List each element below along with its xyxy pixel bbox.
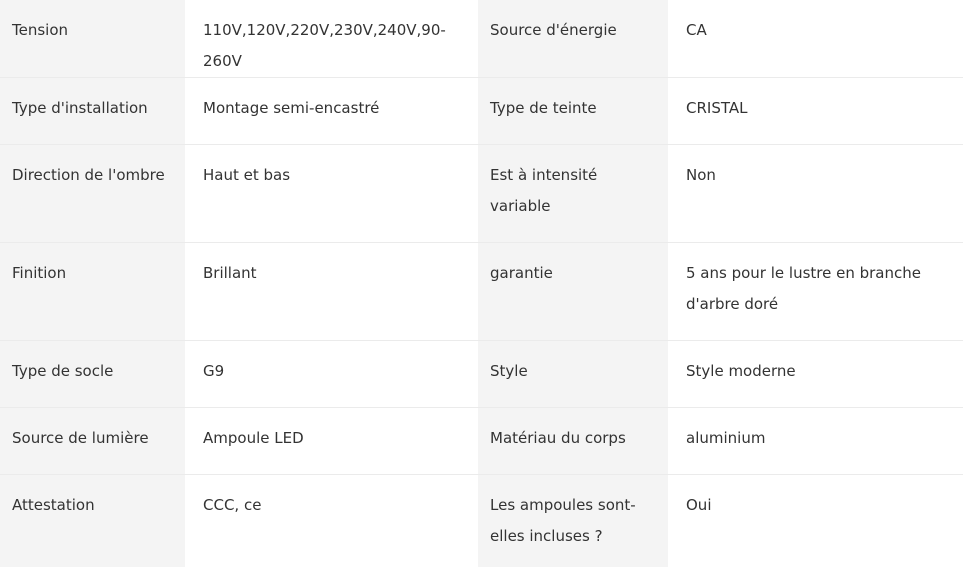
spec-label: Direction de l'ombre	[0, 145, 185, 243]
spec-label: Attestation	[0, 475, 185, 567]
spec-value: CRISTAL	[668, 78, 963, 145]
table-row	[0, 408, 963, 475]
table-row	[0, 243, 963, 341]
spec-value: CCC, ce	[185, 475, 478, 567]
spec-label: Type de teinte	[478, 78, 668, 145]
spec-value: 110V,120V,220V,230V,240V,90-260V	[185, 0, 478, 78]
spec-label: Matériau du corps	[478, 408, 668, 475]
spec-label: Finition	[0, 243, 185, 341]
spec-value: Oui	[668, 475, 963, 567]
spec-label: Type d'installation	[0, 78, 185, 145]
spec-label: Style	[478, 341, 668, 408]
spec-value: Haut et bas	[185, 145, 478, 243]
spec-value: Montage semi-encastré	[185, 78, 478, 145]
spec-value: CA	[668, 0, 963, 78]
table-row	[0, 0, 963, 78]
spec-value: Ampoule LED	[185, 408, 478, 475]
table-row	[0, 341, 963, 408]
spec-label: Les ampoules sont-elles incluses ?	[478, 475, 668, 567]
spec-label: Type de socle	[0, 341, 185, 408]
spec-value: Non	[668, 145, 963, 243]
table-row	[0, 475, 963, 567]
spec-label: garantie	[478, 243, 668, 341]
spec-label: Source de lumière	[0, 408, 185, 475]
spec-value: Style moderne	[668, 341, 963, 408]
spec-value: aluminium	[668, 408, 963, 475]
spec-label: Tension	[0, 0, 185, 78]
spec-label: Est à intensité variable	[478, 145, 668, 243]
table-row	[0, 145, 963, 243]
spec-label: Source d'énergie	[478, 0, 668, 78]
spec-value: 5 ans pour le lustre en branche d'arbre doré	[668, 243, 963, 341]
spec-value: Brillant	[185, 243, 478, 341]
spec-value: G9	[185, 341, 478, 408]
table-row	[0, 78, 963, 145]
